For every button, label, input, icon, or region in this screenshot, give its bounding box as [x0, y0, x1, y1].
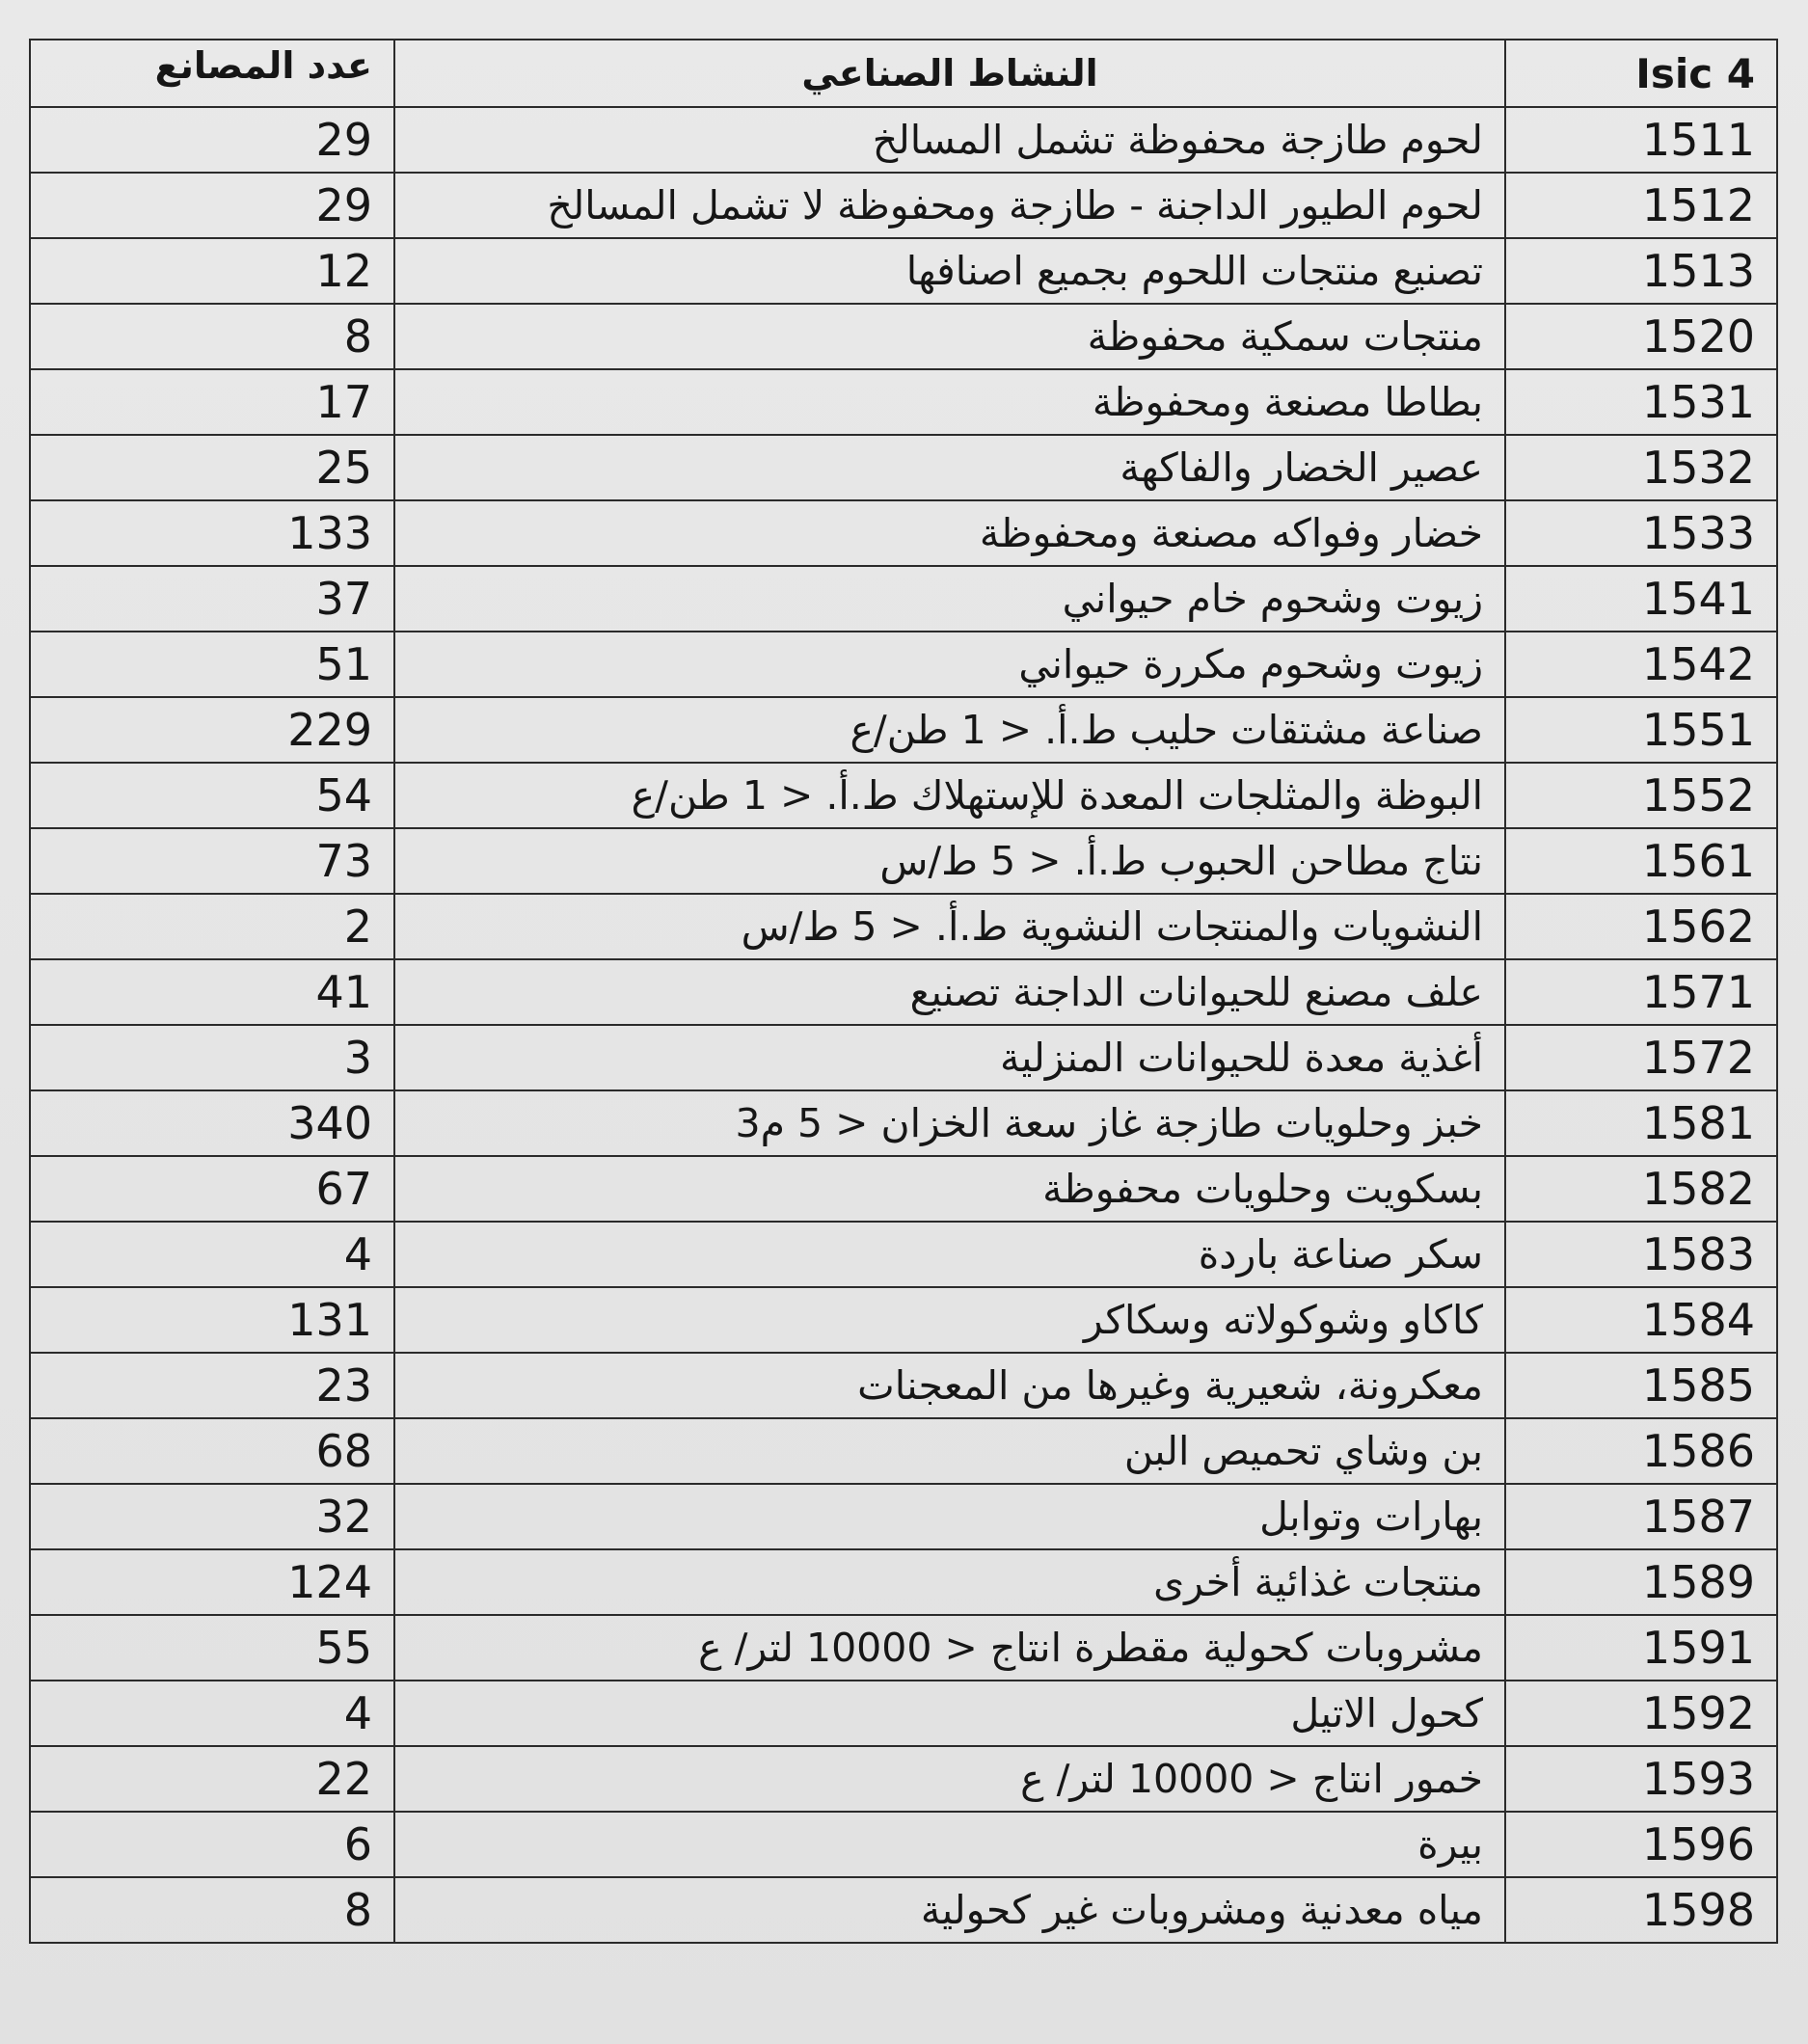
isic-code-cell: 1586	[1505, 1418, 1777, 1484]
isic-code-cell: 1593	[1505, 1746, 1777, 1812]
factory-count-cell: 8	[30, 1877, 394, 1943]
isic-code-cell: 1587	[1505, 1484, 1777, 1549]
table-row	[30, 500, 1777, 566]
table-row	[30, 763, 1777, 828]
factory-count-cell: 67	[30, 1156, 394, 1222]
table-row	[30, 369, 1777, 435]
isic-code-cell: 1591	[1505, 1615, 1777, 1681]
industrial-activity-cell: سكر صناعة باردة	[394, 1222, 1505, 1287]
table-row	[30, 1156, 1777, 1222]
table-row	[30, 1812, 1777, 1877]
industrial-activity-cell: مياه معدنية ومشروبات غير كحولية	[394, 1877, 1505, 1943]
isic-code-cell: 1533	[1505, 500, 1777, 566]
table-row	[30, 894, 1777, 959]
table-row	[30, 566, 1777, 632]
table-row	[30, 1877, 1777, 1943]
factory-count-cell: 29	[30, 107, 394, 173]
header-industrial-activity: النشاط الصناعي	[394, 40, 1505, 107]
factory-count-cell: 37	[30, 566, 394, 632]
factory-count-cell: 54	[30, 763, 394, 828]
industrial-activity-cell: بهارات وتوابل	[394, 1484, 1505, 1549]
isic-code-cell: 1562	[1505, 894, 1777, 959]
industrial-activity-cell: بيرة	[394, 1812, 1505, 1877]
industrial-activity-cell: علف مصنع للحيوانات الداجنة تصنيع	[394, 959, 1505, 1025]
factory-count-cell: 4	[30, 1222, 394, 1287]
table-row	[30, 107, 1777, 173]
factory-activity-table	[29, 39, 1778, 1944]
factory-count-cell: 4	[30, 1681, 394, 1746]
isic-code-cell: 1512	[1505, 173, 1777, 238]
table-row	[30, 1287, 1777, 1353]
factory-count-cell: 23	[30, 1353, 394, 1418]
isic-code-cell: 1511	[1505, 107, 1777, 173]
isic-code-cell: 1583	[1505, 1222, 1777, 1287]
isic-code-cell: 1561	[1505, 828, 1777, 894]
industrial-activity-cell: عصير الخضار والفاكهة	[394, 435, 1505, 500]
isic-code-cell: 1598	[1505, 1877, 1777, 1943]
industrial-activity-cell: لحوم طازجة محفوظة تشمل المسالخ	[394, 107, 1505, 173]
factory-count-cell: 124	[30, 1549, 394, 1615]
table-row	[30, 959, 1777, 1025]
factory-count-cell: 22	[30, 1746, 394, 1812]
industrial-activity-cell: زيوت وشحوم خام حيواني	[394, 566, 1505, 632]
factory-count-cell: 131	[30, 1287, 394, 1353]
table-row	[30, 435, 1777, 500]
table-row	[30, 1222, 1777, 1287]
table-body	[30, 40, 1777, 1943]
industrial-activity-cell: منتجات غذائية أخرى	[394, 1549, 1505, 1615]
industrial-activity-cell: كاكاو وشوكولاته وسكاكر	[394, 1287, 1505, 1353]
table-row	[30, 632, 1777, 697]
table-row	[30, 1090, 1777, 1156]
factory-count-cell: 41	[30, 959, 394, 1025]
table-row	[30, 697, 1777, 763]
isic-code-cell: 1541	[1505, 566, 1777, 632]
industrial-activity-cell: صناعة مشتقات حليب ط.أ. < 1 طن/ع	[394, 697, 1505, 763]
isic-code-cell: 1581	[1505, 1090, 1777, 1156]
factory-count-cell: 29	[30, 173, 394, 238]
factory-count-cell: 73	[30, 828, 394, 894]
industrial-activity-cell: نتاج مطاحن الحبوب ط.أ. < 5 ط/س	[394, 828, 1505, 894]
industrial-activity-cell: مشروبات كحولية مقطرة انتاج < 10000 لتر/ ع	[394, 1615, 1505, 1681]
industrial-activity-cell: لحوم الطيور الداجنة - طازجة ومحفوظة لا تشمل المسالخ	[394, 173, 1505, 238]
factory-count-cell: 12	[30, 238, 394, 304]
table-row	[30, 1025, 1777, 1090]
industrial-activity-cell: النشويات والمنتجات النشوية ط.أ. < 5 ط/س	[394, 894, 1505, 959]
isic-code-cell: 1582	[1505, 1156, 1777, 1222]
isic-code-cell: 1520	[1505, 304, 1777, 369]
isic-code-cell: 1584	[1505, 1287, 1777, 1353]
isic-code-cell: 1551	[1505, 697, 1777, 763]
industrial-activity-cell: أغذية معدة للحيوانات المنزلية	[394, 1025, 1505, 1090]
isic-code-cell: 1572	[1505, 1025, 1777, 1090]
isic-code-cell: 1542	[1505, 632, 1777, 697]
isic-code-cell: 1589	[1505, 1549, 1777, 1615]
factory-count-cell: 51	[30, 632, 394, 697]
table-row	[30, 304, 1777, 369]
industrial-activity-cell: خضار وفواكه مصنعة ومحفوظة	[394, 500, 1505, 566]
industrial-activity-cell: تصنيع منتجات اللحوم بجميع اصنافها	[394, 238, 1505, 304]
industrial-activity-cell: البوظة والمثلجات المعدة للإستهلاك ط.أ. < 1 طن/ع	[394, 763, 1505, 828]
table-row	[30, 1353, 1777, 1418]
factory-count-cell: 17	[30, 369, 394, 435]
industrial-activity-cell: زيوت وشحوم مكررة حيواني	[394, 632, 1505, 697]
isic-code-cell: 1531	[1505, 369, 1777, 435]
isic-code-cell: 1585	[1505, 1353, 1777, 1418]
isic-code-cell: 1596	[1505, 1812, 1777, 1877]
factory-count-cell: 55	[30, 1615, 394, 1681]
isic-code-cell: 1552	[1505, 763, 1777, 828]
table-row	[30, 238, 1777, 304]
factory-count-cell: 3	[30, 1025, 394, 1090]
factory-count-cell: 25	[30, 435, 394, 500]
table-row	[30, 828, 1777, 894]
isic-code-cell: 1532	[1505, 435, 1777, 500]
factory-count-cell: 229	[30, 697, 394, 763]
industrial-activity-cell: كحول الاتيل	[394, 1681, 1505, 1746]
isic-code-cell: 1571	[1505, 959, 1777, 1025]
industrial-activity-cell: منتجات سمكية محفوظة	[394, 304, 1505, 369]
isic-code-cell: 1513	[1505, 238, 1777, 304]
table-row	[30, 1615, 1777, 1681]
industrial-activity-cell: بطاطا مصنعة ومحفوظة	[394, 369, 1505, 435]
industrial-activity-cell: بن وشاي تحميص البن	[394, 1418, 1505, 1484]
factory-count-cell: 8	[30, 304, 394, 369]
header-factory-count: عدد المصانع	[30, 40, 394, 107]
factory-count-cell: 32	[30, 1484, 394, 1549]
industrial-activity-cell: خمور انتاج < 10000 لتر/ ع	[394, 1746, 1505, 1812]
table-row	[30, 1746, 1777, 1812]
table-row	[30, 173, 1777, 238]
industrial-activity-cell: معكرونة، شعيرية وغيرها من المعجنات	[394, 1353, 1505, 1418]
industrial-activity-cell: بسكويت وحلويات محفوظة	[394, 1156, 1505, 1222]
factory-count-cell: 133	[30, 500, 394, 566]
table-header-row	[30, 40, 1777, 107]
table-row	[30, 1549, 1777, 1615]
header-isic-code: Isic 4	[1505, 40, 1777, 107]
factory-count-cell: 340	[30, 1090, 394, 1156]
factory-count-cell: 6	[30, 1812, 394, 1877]
industrial-activity-cell: خبز وحلويات طازجة غاز سعة الخزان < 5 م3	[394, 1090, 1505, 1156]
factory-count-cell: 2	[30, 894, 394, 959]
factory-count-cell: 68	[30, 1418, 394, 1484]
table-row	[30, 1418, 1777, 1484]
table-row	[30, 1681, 1777, 1746]
isic-code-cell: 1592	[1505, 1681, 1777, 1746]
table-row	[30, 1484, 1777, 1549]
